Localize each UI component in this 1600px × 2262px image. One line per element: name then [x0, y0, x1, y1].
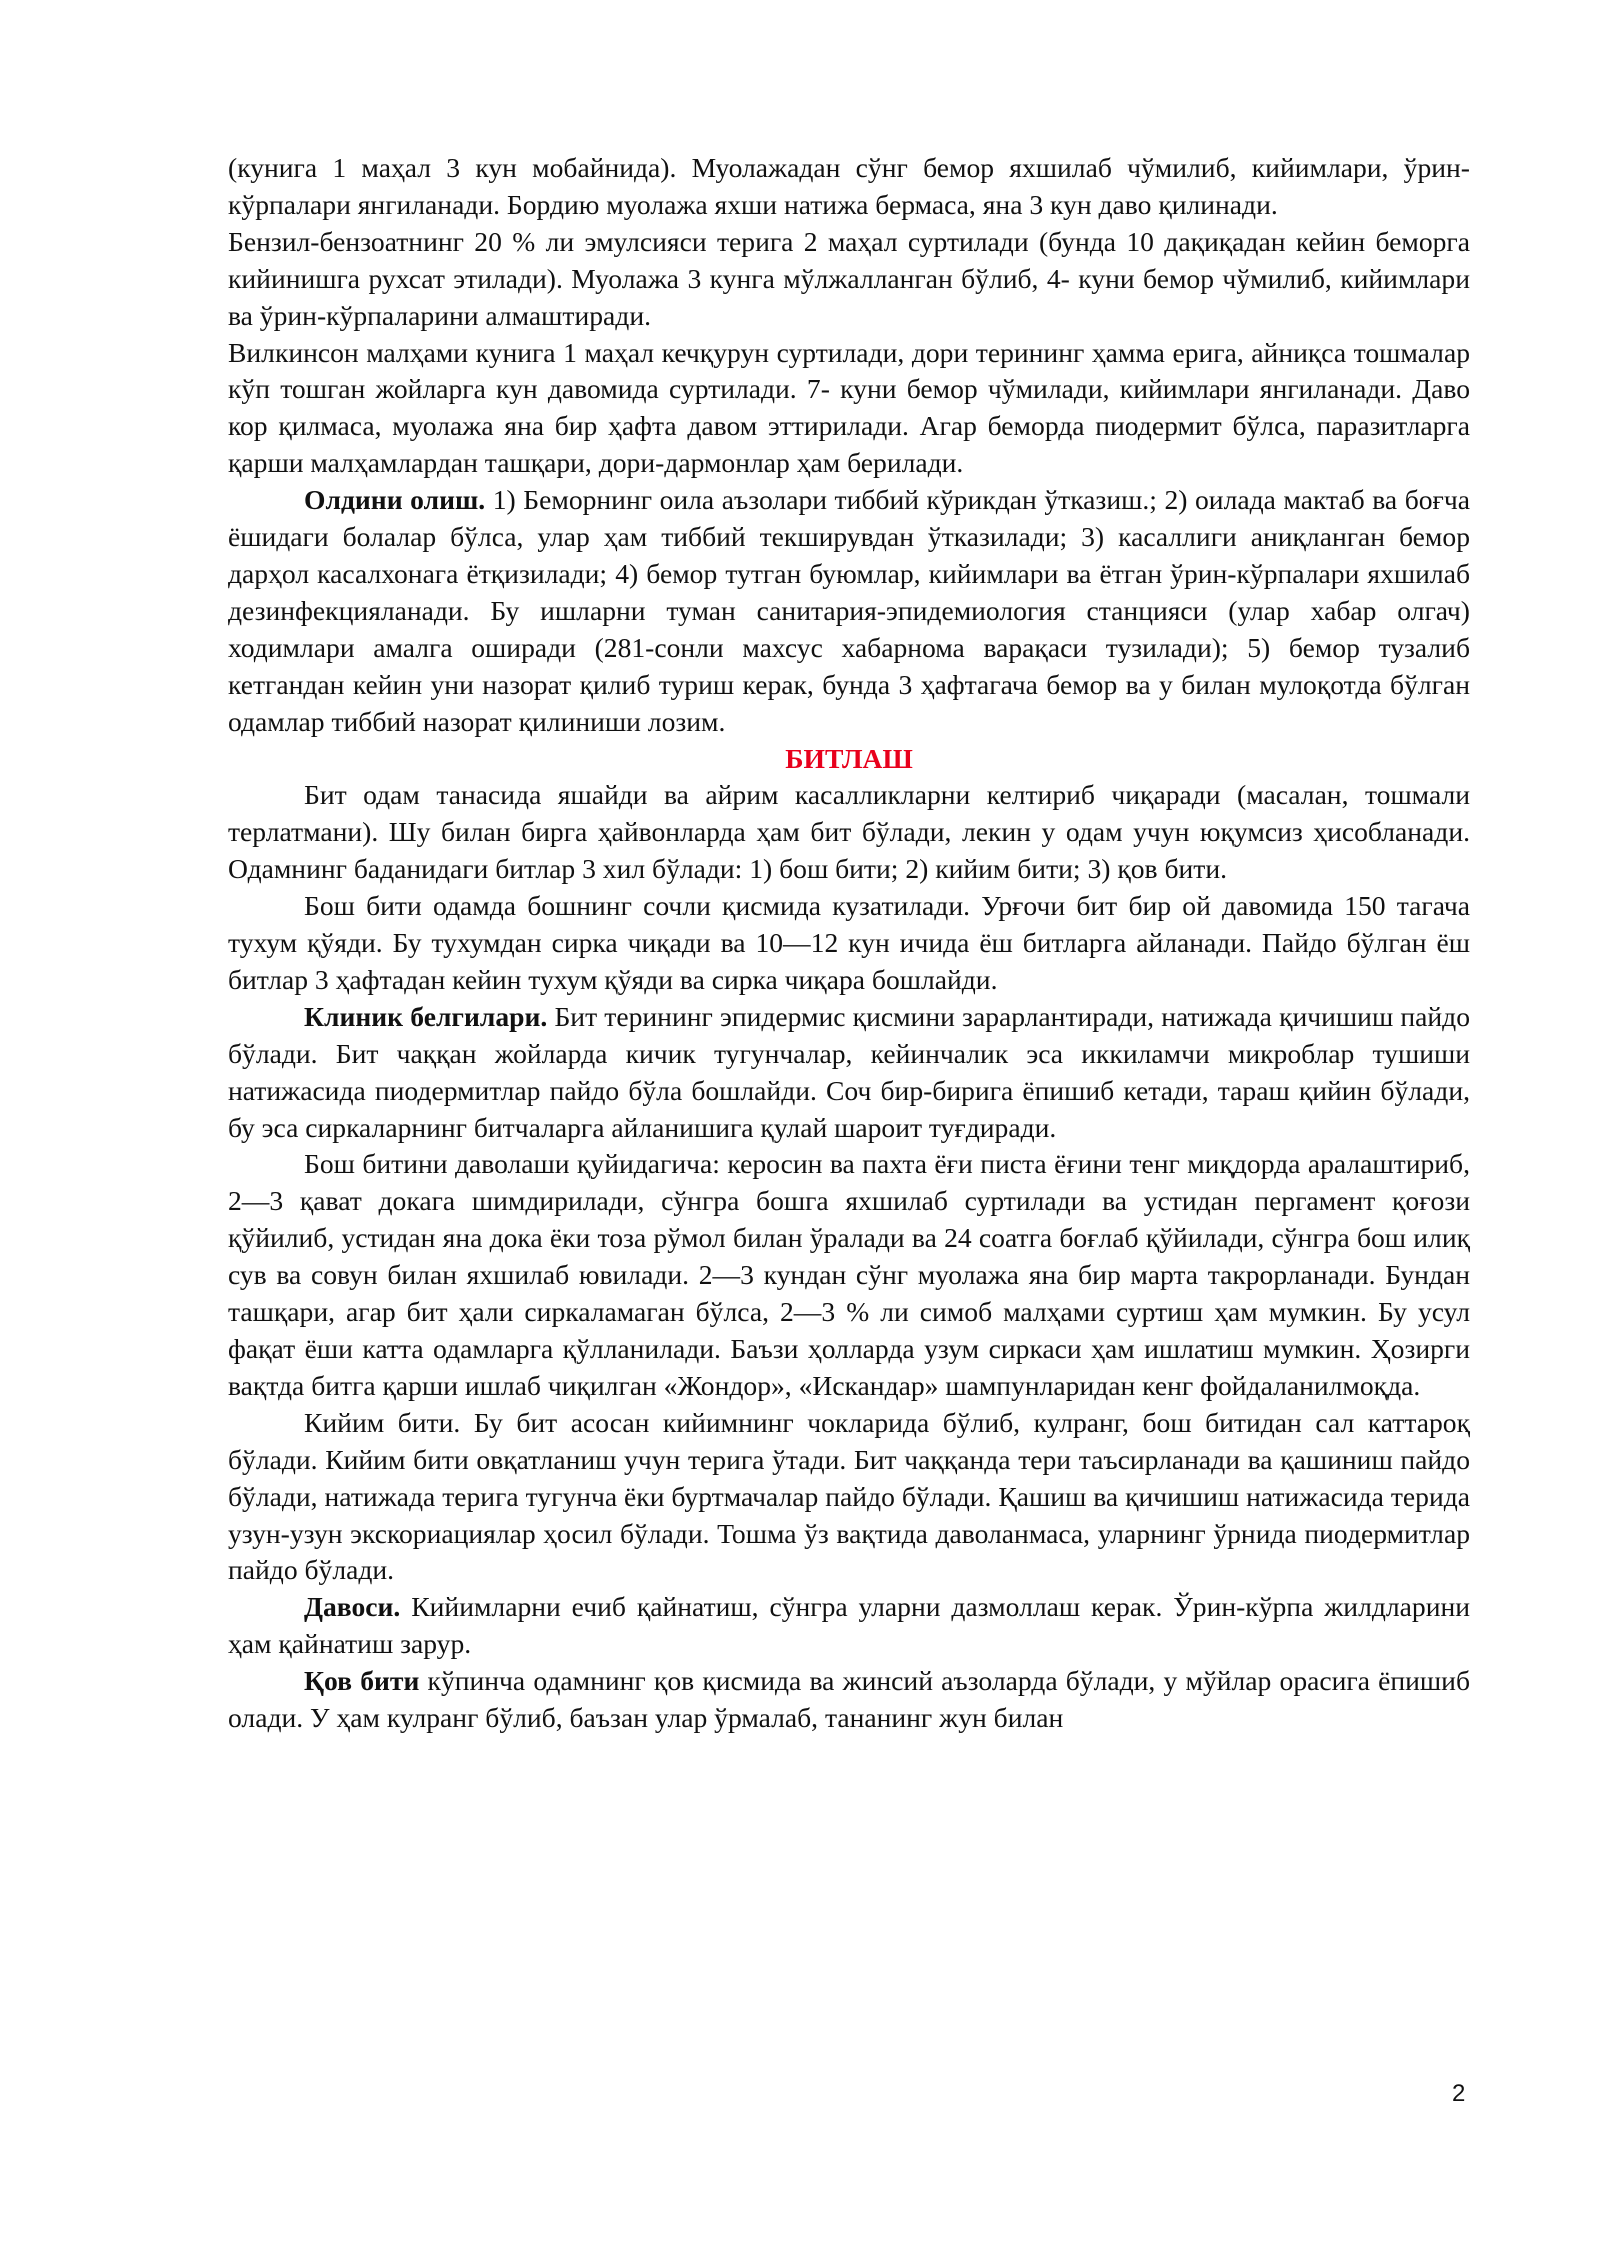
paragraph-text: Бензил-бензоатнинг 20 % ли эмулсияси терига 2 маҳал суртилади (бунда 10 дақиқадан кейин беморга кийинишга рухсат этилади). Муолажа 3 кунга мўлжалланган бўлиб, 4- куни бемор чўмилиб, кийимлари ва ўрин-кўрпаларини алмаштиради. [228, 225, 1470, 331]
paragraph [228, 335, 1470, 483]
paragraph-text: кўпинча одамнинг қов қисмида ва жинсий аъзоларда бўлади, у мўйлар орасига ёпишиб олади. У ҳам кулранг бўлиб, баъзан улар ўрмалаб, тананинг жун билан [228, 1665, 1470, 1734]
paragraph-pubic-louse [228, 1663, 1470, 1737]
paragraph-clinical-signs [228, 999, 1470, 1147]
paragraph [228, 777, 1470, 888]
paragraph-text: Кийимларни ечиб қайнатиш, сўнгра уларни дазмоллаш керак. Ўрин-кўрпа жилдларини ҳам қайнатиш зарур. [228, 1591, 1470, 1660]
paragraph-lead: Қов бити [304, 1665, 420, 1697]
paragraph [228, 150, 1470, 224]
page-number: 2 [1452, 2080, 1466, 2107]
section-heading [228, 741, 1470, 778]
paragraph [228, 1146, 1470, 1404]
section-heading-text: БИТЛАШ [785, 742, 913, 774]
paragraph-text: Бош бити одамда бошнинг сочли қисмида кузатилади. Урғочи бит бир ой давомида 150 тагача тухум қўяди. Бу тухумдан сирка чиқади ва 10—12 кун ичида ёш битларга айланади. Пайдо бўлган ёш битлар 3 ҳафтадан кейин тухум қўяди ва сирка чиқара бошлайди. [228, 890, 1470, 995]
paragraph [228, 1405, 1470, 1590]
document-body [228, 150, 1470, 1737]
paragraph-lead: Давоси. [304, 1591, 401, 1623]
paragraph-text: Кийим бити. Бу бит асосан кийимнинг чокларида бўлиб, кулранг, бош битидан сал каттароқ бўлади. Кийим бити овқатланиш учун терига ўтади. Бит чаққанда тери таъсирланади ва қашиниш пайдо бўлади, натижада терига тугунча ёки буртмачалар пайдо бўлади. Қашиш ва қичишиш натижасида терида узун-узун экскориациялар ҳосил бўлади. Тошма ўз вақтида даволанмаса, уларнинг ўрнида пиодермитлар пайдо бўлади. [228, 1406, 1470, 1586]
paragraph [228, 888, 1470, 999]
paragraph-text: Бош битини даволаши қуйидагича: керосин ва пахта ёғи писта ёғини тенг миқдорда аралаштириб, 2—3 қават докага шимдирилади, сўнгра бошга яхшилаб суртилади ва устидан пергамент қоғози қўйилиб, устидан яна дока ёки тоза рўмол билан ўралади ва 24 соатга боғлаб қўйилади, сўнгра бош илиқ сув ва совун билан яхшилаб ювилади. 2—3 кундан сўнг муолажа яна бир марта такрорланади. Бундан ташқари, агар бит ҳали сиркаламаган бўлса, 2—3 % ли симоб малҳами суртиш ҳам мумкин. Бу усул фақат ёши катта одамларга қўлланилади. Баъзи ҳолларда узум сиркаси ҳам ишлатиш мумкин. Ҳозирги вақтда битга қарши ишлаб чиқилган «Жондор», «Искандар» шампунларидан кенг фойдаланилмоқда. [228, 1148, 1470, 1401]
paragraph-lead: Олдини олиш. [304, 484, 486, 516]
paragraph-text: Бит терининг эпидермис қисмини зарарлантиради, натижада қичишиш пайдо бўлади. Бит чаққан жойларда кичик тугунчалар, кейинчалик эса иккиламчи микроблар тушиши натижасида пиодермитлар пайдо бўла бошлайди. Соч бир-бирига ёпишиб кетади, тараш қийин бўлади, бу эса сиркаларнинг битчаларга айланишига қулай шароит туғдиради. [228, 1000, 1470, 1143]
paragraph-text: 1) Беморнинг оила аъзолари тиббий кўрикдан ўтказиш.; 2) оилада мактаб ва боғча ёшидаги болалар бўлса, улар ҳам тиббий текширувдан ўтказилади; 3) касаллиги аниқланган бемор дарҳол касалхонага ётқизилади; 4) бемор тутган буюмлар, кийимлари ва ётган ўрин-кўрпалари яхшилаб дезинфекцияланади. Бу ишларни туман санитария-эпидемиология станцияси (улар хабар олгач) ходимлари амалга оширади (281-сонли махсус хабарнома варақаси тузилади); 5) бемор тузалиб кетгандан кейин уни назорат қилиб туриш керак, бунда 3 ҳафтагача бемор ва у билан мулоқотда бўлган одамлар тиббий назорат қилиниши лозим. [228, 484, 1470, 737]
paragraph-text: Бит одам танасида яшайди ва айрим касалликларни келтириб чиқаради (масалан, тошмали терлатмани). Шу билан бирга ҳайвонларда ҳам бит бўлади, лекин у одам учун юқумсиз ҳисобланади. Одамнинг баданидаги битлар 3 хил бўлади: 1) бош бити; 2) кийим бити; 3) қов бити. [228, 779, 1470, 885]
paragraph-prevention [228, 482, 1470, 740]
paragraph [228, 224, 1470, 335]
paragraph-text: Вилкинсон малҳами кунига 1 маҳал кечқурун суртилади, дори терининг ҳамма ерига, айниқса тошмалар кўп тошган жойларга кун давомида суртилади. 7- куни бемор чўмилади, кийимлари янгиланади. Даво кор қилмаса, муолажа яна бир ҳафта давом эттирилади. Агар беморда пиодермит бўлса, паразитларга қарши малҳамлардан ташқари, дори-дармонлар ҳам берилади. [228, 336, 1470, 479]
paragraph-lead: Клиник белгилари. [304, 1000, 548, 1032]
paragraph-treatment [228, 1589, 1470, 1663]
paragraph-text: (кунига 1 маҳал 3 кун мобайнида). Муолажадан сўнг бемор яхшилаб чўмилиб, кийимлари, ўрин-кўрпалари янгиланади. Бордию муолажа яхши натижа бермаса, яна 3 кун даво қилинади. [228, 152, 1470, 220]
